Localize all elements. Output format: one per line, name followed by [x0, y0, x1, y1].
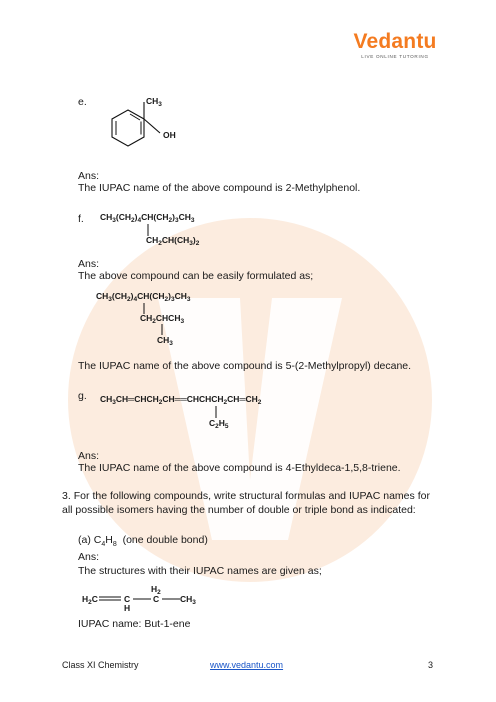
logo-wordmark: Vedantu: [353, 30, 437, 53]
butene-h2c: $H_2C$: [82, 594, 98, 606]
question-3-explain: The structures with their IUPAC names are given as;: [78, 565, 322, 577]
butene-h2: $H_2$: [151, 584, 161, 596]
footer-website-link[interactable]: www.vedantu.com: [210, 660, 284, 670]
footer-class: Class XI Chemistry: [62, 660, 139, 670]
part-e-answer: The IUPAC name of the above compound is 2-Methylphenol.: [78, 182, 361, 194]
f2-bond-2: [160, 324, 164, 335]
logo-tagline: LIVE ONLINE TUTORING: [361, 54, 429, 59]
butene-c2: C: [124, 594, 131, 604]
g-formula-main: $CH_3CH═CHCH_2CH══CHCHCH_2CH═CH_2$: [100, 394, 262, 406]
butene-single-bond-2: [162, 597, 180, 601]
part-f-explain: The above compound can be easily formulated as;: [78, 270, 314, 282]
part-e-label: e.: [78, 96, 87, 108]
f-formula-main: $CH_3(CH_2)_4CH(CH_2)_3CH_3$: [100, 212, 195, 224]
g-bond: [214, 406, 218, 418]
vedantu-logo: [345, 30, 445, 59]
part-f-answer: The IUPAC name of the above compound is 5-(2-Methylpropyl) decane.: [78, 360, 412, 372]
part-f-label: f.: [78, 213, 84, 225]
part-f-ans-label: Ans:: [78, 258, 100, 270]
butene-h: H: [124, 603, 131, 613]
butene-ch3: $CH_3$: [180, 594, 196, 606]
part-g-ans-label: Ans:: [78, 450, 100, 462]
part-g-answer: The IUPAC name of the above compound is 4-Ethyldeca-1,5,8-triene.: [78, 462, 401, 474]
f-formula-branch: $CH_2CH(CH_3)_2$: [146, 235, 200, 247]
e-oh-label: OH: [163, 130, 176, 140]
footer-page-number: 3: [428, 660, 434, 670]
part-e-ans-label: Ans:: [78, 170, 100, 182]
question-3-text: 3. For the following compounds, write structural formulas and IUPAC names for all possible isomers having the number of double or triple bond as indicated:: [62, 490, 430, 516]
question-3-iupac-name: IUPAC name: But-1-ene: [78, 618, 191, 630]
g-formula-branch: $C_2H_5$: [209, 418, 229, 430]
f-formula2-branch: $CH_2CHCH_3$: [140, 313, 185, 325]
f-formula2-ch3: $CH_3$: [157, 335, 173, 347]
f-formula2-main: $CH_3(CH_2)_4CH(CH_2)_3CH_3$: [96, 291, 191, 303]
butene-double-bond: [99, 595, 121, 603]
question-3a: (a) $C_4H_8$ (one double bond): [78, 534, 208, 549]
butene-c3: C: [153, 594, 160, 604]
methylphenol-structure: [96, 90, 186, 162]
butene-single-bond-1: [133, 597, 151, 601]
question-3-ans-label: Ans:: [78, 551, 100, 563]
e-ch3-label: $CH_3$: [146, 96, 162, 108]
part-g-label: g.: [78, 390, 87, 402]
